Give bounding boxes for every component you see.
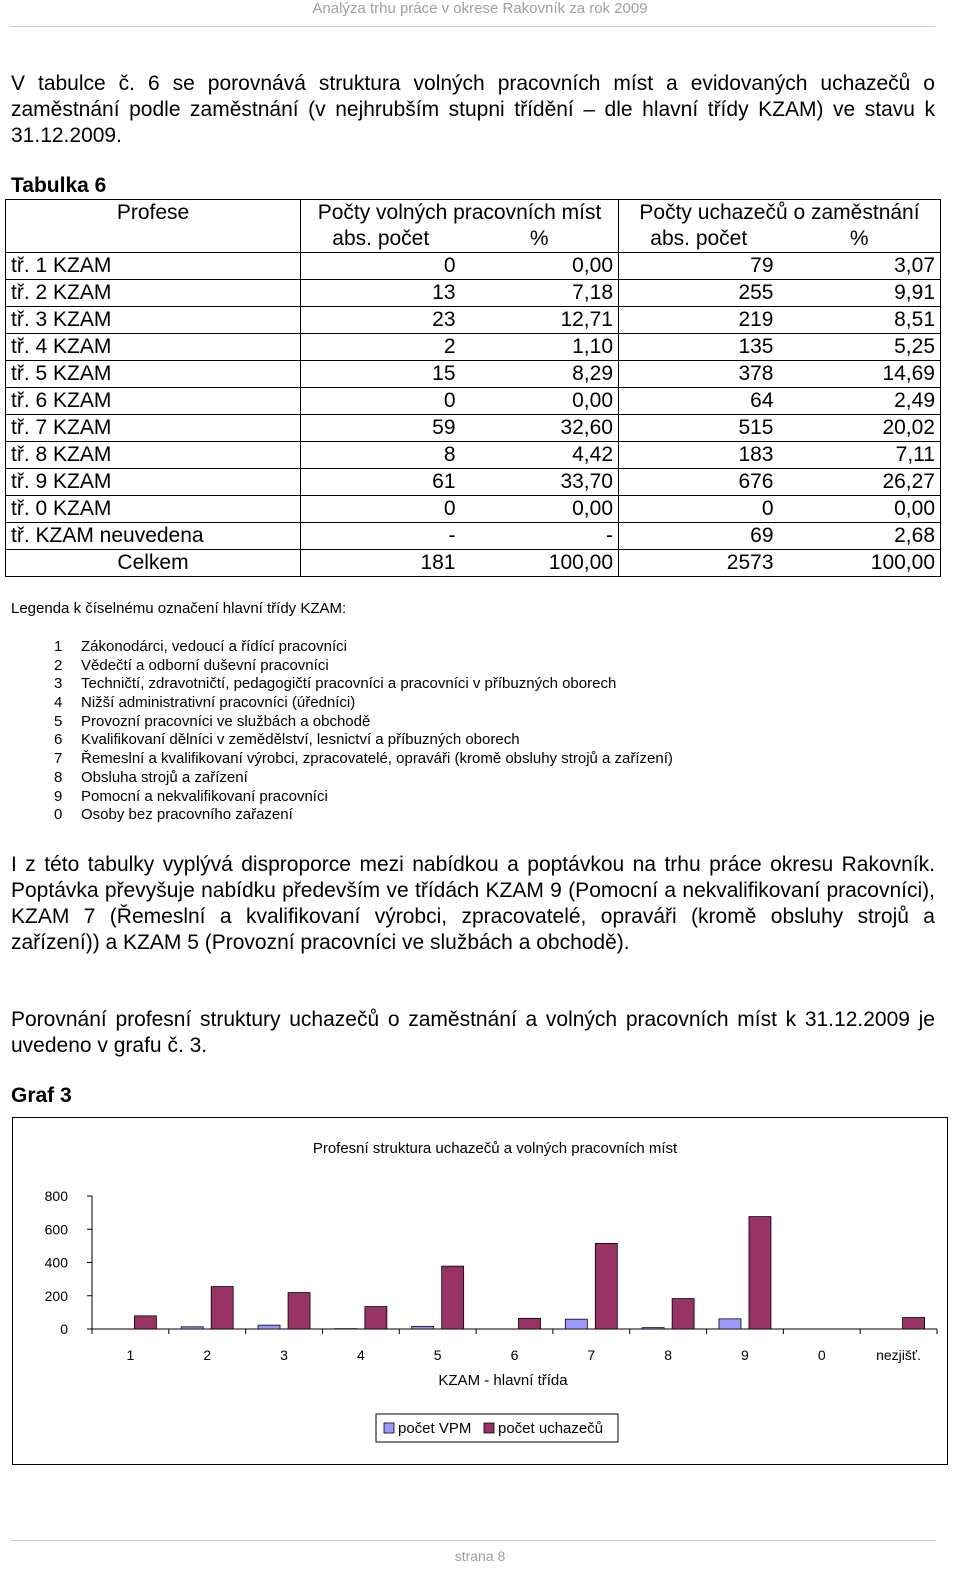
table-row — [6, 523, 941, 550]
uch-pct-cell: 100,00 — [779, 550, 941, 577]
legend-item-number: 8 — [54, 768, 63, 786]
y-tick-label: 800 — [44, 1188, 68, 1204]
sub-vpm-abs: abs. počet — [301, 226, 461, 253]
uch-abs-cell: 255 — [619, 280, 779, 307]
vpm-abs-cell: 61 — [301, 469, 461, 496]
row-label: tř. 1 KZAM — [6, 253, 301, 280]
legend-item-text: Provozní pracovníci ve službách a obchodě — [81, 712, 371, 730]
vpm-abs-cell: 23 — [301, 307, 461, 334]
col-group-vpm: Počty volných pracovních míst — [301, 200, 619, 227]
bar-vpm — [412, 1327, 434, 1329]
legend-item-number: 1 — [54, 638, 63, 655]
header-blank-cell — [6, 226, 301, 253]
row-label: tř. 3 KZAM — [6, 307, 301, 334]
bar-vpm — [258, 1325, 280, 1329]
bar-vpm — [719, 1319, 741, 1329]
x-tick-label: 9 — [741, 1347, 749, 1363]
uch-abs-cell: 69 — [619, 523, 779, 550]
legend-item-text: Řemeslní a kvalifikovaní výrobci, zpracovatelé, opraváři (kromě obsluhy strojů a zařízení) — [81, 750, 673, 768]
table-total-row — [6, 550, 941, 577]
vpm-abs-cell: 2 — [301, 334, 461, 361]
bar-chart — [13, 1118, 949, 1466]
uch-pct-cell: 5,25 — [779, 334, 941, 361]
footer-rule — [10, 1540, 935, 1541]
vpm-abs-cell: 59 — [301, 415, 461, 442]
vpm-abs-cell: 13 — [301, 280, 461, 307]
col-group-uchazeci: Počty uchazečů o zaměstnání — [619, 200, 941, 227]
legend-swatch-vpm — [384, 1423, 394, 1433]
uch-abs-cell: 0 — [619, 496, 779, 523]
row-label: tř. 4 KZAM — [6, 334, 301, 361]
uch-pct-cell: 9,91 — [779, 280, 941, 307]
row-label: tř. 9 KZAM — [6, 469, 301, 496]
legend-title: Legenda k číselnému označení hlavní třídy KZAM: — [11, 600, 347, 617]
uch-abs-cell: 2573 — [619, 550, 779, 577]
bar-uchazeci — [211, 1287, 233, 1329]
running-header: Analýza trhu práce v okrese Rakovník za rok 2009 — [312, 0, 648, 17]
uch-abs-cell: 219 — [619, 307, 779, 334]
table-row — [6, 280, 941, 307]
vpm-pct-cell: 7,18 — [461, 280, 619, 307]
row-label: Celkem — [6, 550, 301, 577]
uch-pct-cell: 7,11 — [779, 442, 941, 469]
x-tick-label: 5 — [433, 1347, 442, 1363]
uch-abs-cell: 135 — [619, 334, 779, 361]
legend-item-text: Vědečtí a odborní duševní pracovníci — [81, 656, 329, 674]
legend-item-number: 5 — [54, 712, 63, 730]
x-tick-label: 7 — [587, 1347, 596, 1363]
legend-item-number: 7 — [54, 750, 63, 768]
vpm-abs-cell: 0 — [301, 253, 461, 280]
x-tick-label: 3 — [280, 1347, 288, 1363]
y-tick-label: 200 — [44, 1287, 68, 1304]
table-row — [6, 361, 941, 388]
graph-reference-paragraph: Porovnání profesní struktury uchazečů o zaměstnání a volných pracovních míst k 31.12.2009 je uvedeno v grafu č. 3. — [11, 1008, 935, 1057]
legend-item-number: 9 — [54, 787, 63, 805]
table-row — [6, 469, 941, 496]
x-tick-label: 2 — [203, 1347, 212, 1363]
x-axis-label: KZAM - hlavní třída — [438, 1372, 568, 1389]
vpm-abs-cell: 0 — [301, 496, 461, 523]
vpm-pct-cell: 0,00 — [461, 496, 619, 523]
vpm-pct-cell: - — [461, 523, 619, 550]
chart-frame — [12, 1117, 948, 1465]
vpm-abs-cell: 0 — [301, 388, 461, 415]
table-row — [6, 415, 941, 442]
uch-pct-cell: 14,69 — [779, 361, 941, 388]
vpm-pct-cell: 4,42 — [461, 442, 619, 469]
x-tick-label: 4 — [356, 1347, 365, 1363]
uch-abs-cell: 183 — [619, 442, 779, 469]
bar-vpm — [565, 1319, 587, 1329]
table-title: Tabulka 6 — [11, 174, 107, 197]
kzam-table — [5, 199, 941, 577]
vpm-pct-cell: 8,29 — [461, 361, 619, 388]
x-tick-label: nezjišť. — [876, 1347, 922, 1363]
uch-abs-cell: 64 — [619, 388, 779, 415]
legend-item-number: 6 — [54, 731, 63, 749]
legend-label-vpm: počet VPM — [398, 1420, 472, 1437]
row-label: tř. KZAM neuvedena — [6, 523, 301, 550]
row-label: tř. 2 KZAM — [6, 280, 301, 307]
y-tick-label: 600 — [44, 1221, 68, 1238]
table-header-row-1 — [6, 200, 941, 227]
row-label: tř. 0 KZAM — [6, 496, 301, 523]
legend-item-number: 4 — [54, 694, 63, 712]
bar-uchazeci — [288, 1293, 310, 1329]
legend-item-number: 2 — [54, 656, 63, 674]
bar-uchazeci — [672, 1299, 694, 1329]
header-rule — [10, 26, 935, 27]
vpm-pct-cell: 100,00 — [461, 550, 619, 577]
uch-pct-cell: 3,07 — [779, 253, 941, 280]
x-tick-label: 8 — [664, 1347, 673, 1363]
graph-title: Graf 3 — [11, 1084, 72, 1107]
uch-pct-cell: 2,49 — [779, 388, 941, 415]
vpm-abs-cell: 8 — [301, 442, 461, 469]
legend-item-text: Pomocní a nekvalifikovaní pracovníci — [81, 787, 328, 805]
vpm-pct-cell: 12,71 — [461, 307, 619, 334]
bar-uchazeci — [595, 1243, 617, 1329]
legend-item-number: 0 — [54, 806, 63, 824]
bar-uchazeci — [134, 1316, 156, 1329]
x-tick-label: 6 — [510, 1347, 519, 1363]
table-row — [6, 253, 941, 280]
x-tick-label: 1 — [126, 1347, 135, 1363]
bar-vpm — [642, 1328, 664, 1329]
legend-swatch-uchazeci — [484, 1423, 494, 1433]
uch-pct-cell: 20,02 — [779, 415, 941, 442]
bar-uchazeci — [519, 1318, 541, 1329]
bar-uchazeci — [903, 1318, 925, 1329]
legend-item-text: Kvalifikovaní dělníci v zemědělství, lesnictví a příbuzných oborech — [81, 731, 520, 749]
vpm-pct-cell: 0,00 — [461, 253, 619, 280]
vpm-abs-cell: 181 — [301, 550, 461, 577]
legend-item-text: Zákonodárci, vedoucí a řídící pracovníci — [81, 638, 347, 655]
legend-item-text: Techničtí, zdravotničtí, pedagogičtí pracovníci a pracovníci v příbuzných oborech — [81, 675, 617, 693]
uch-abs-cell: 515 — [619, 415, 779, 442]
row-label: tř. 5 KZAM — [6, 361, 301, 388]
row-label: tř. 6 KZAM — [6, 388, 301, 415]
uch-abs-cell: 676 — [619, 469, 779, 496]
sub-uch-abs: abs. počet — [619, 226, 779, 253]
uch-pct-cell: 26,27 — [779, 469, 941, 496]
legend-item-number: 3 — [54, 675, 63, 693]
chart-title: Profesní struktura uchazečů a volných pracovních míst — [312, 1140, 678, 1157]
legend-item-text: Osoby bez pracovního zařazení — [81, 806, 293, 824]
conclusion-paragraph: I z této tabulky vyplývá disproporce mezi nabídkou a poptávkou na trhu práce okresu Rakovník. Poptávka převyšuje nabídku především ve třídách KZAM 9 (Pomocní a nekvalifikovaní pracovníci), KZAM 7 (Řemeslní a kvalifikovaní výrobci, zpracovatelé, opraváři (kromě obsluhy strojů a zařízení)) a KZAM 5 (Provozní pracovníci ve službách a obchodě). — [11, 853, 935, 954]
uch-pct-cell: 8,51 — [779, 307, 941, 334]
vpm-abs-cell: - — [301, 523, 461, 550]
sub-vpm-pct: % — [461, 226, 619, 253]
table-row — [6, 388, 941, 415]
bar-uchazeci — [442, 1266, 464, 1329]
vpm-pct-cell: 33,70 — [461, 469, 619, 496]
legend-item-text: Obsluha strojů a zařízení — [81, 768, 248, 786]
row-label: tř. 8 KZAM — [6, 442, 301, 469]
vpm-pct-cell: 32,60 — [461, 415, 619, 442]
bar-uchazeci — [365, 1307, 387, 1329]
vpm-abs-cell: 15 — [301, 361, 461, 388]
table-header-row-2 — [6, 226, 941, 253]
vpm-pct-cell: 0,00 — [461, 388, 619, 415]
table-row — [6, 496, 941, 523]
sub-uch-pct: % — [779, 226, 941, 253]
table-row — [6, 334, 941, 361]
legend-label-uchazeci: počet uchazečů — [498, 1420, 604, 1437]
table-row — [6, 442, 941, 469]
bar-vpm — [181, 1327, 203, 1329]
y-tick-label: 0 — [60, 1321, 68, 1337]
uch-pct-cell: 0,00 — [779, 496, 941, 523]
row-label: tř. 7 KZAM — [6, 415, 301, 442]
table-row — [6, 307, 941, 334]
vpm-pct-cell: 1,10 — [461, 334, 619, 361]
bar-uchazeci — [749, 1217, 771, 1329]
y-tick-label: 400 — [44, 1254, 68, 1271]
page-number: strana 8 — [454, 1548, 506, 1564]
uch-abs-cell: 79 — [619, 253, 779, 280]
uch-pct-cell: 2,68 — [779, 523, 941, 550]
legend-item-text: Nižší administrativní pracovníci (úředníci) — [81, 694, 356, 712]
intro-paragraph: V tabulce č. 6 se porovnává struktura volných pracovních míst a evidovaných uchazečů o zaměstnání podle zaměstnání (v nejhrubším stupni třídění – dle hlavní třídy KZAM) ve stavu k 31.12.2009. — [11, 72, 935, 147]
x-tick-label: 0 — [817, 1347, 826, 1363]
uch-abs-cell: 378 — [619, 361, 779, 388]
col-profese: Profese — [6, 200, 301, 227]
